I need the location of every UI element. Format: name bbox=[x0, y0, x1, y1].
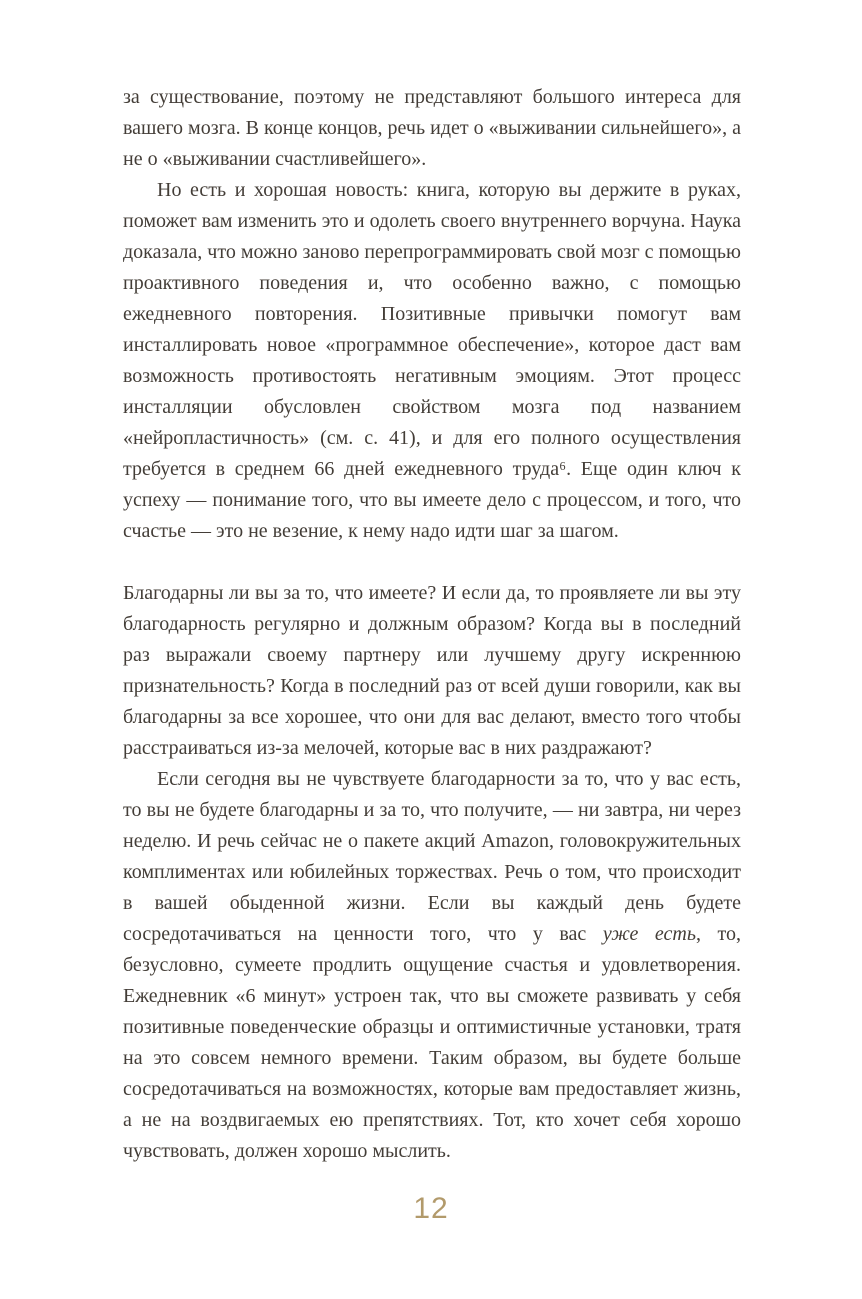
emphasized-text: уже есть bbox=[602, 923, 696, 945]
page-text bbox=[123, 82, 741, 1167]
paragraph: Благодарны ли вы за то, что имеете? И если да, то проявляете ли вы эту благодарность регулярно и должным образом? Когда вы в последний раз выражали своему партнеру или лучшему другу искреннюю признательность? Когда в последний раз от всей души говорили, как вы благодарны за все хорошее, что они для вас делают, вместо того чтобы расстраиваться из-за мелочей, которые вас в них раздражают? bbox=[123, 582, 741, 759]
paragraph-text: , то, безусловно, сумеете продлить ощущение счастья и удовлетворения. Ежедневник «6 минут» устроен так, что вы сможете развивать у себя позитивные поведенческие образцы и оптимистичные установки, тратя на это совсем немного времени. Таким образом, вы будете больше сосредотачиваться на возможностях, которые вам предоставляет жизнь, а не на воздвигаемых ею препятствиях. Тот, кто хочет себя хорошо чувствовать, должен хорошо мыслить. bbox=[123, 923, 741, 1162]
paragraph-continuation: за существование, поэтому не представляют большого интереса для вашего мозга. В конце концов, речь идет о «выживании сильнейшего», а не о «выживании счастливейшего». bbox=[123, 86, 741, 170]
page-number: 12 bbox=[413, 1192, 449, 1225]
paragraph: Но есть и хорошая новость: книга, которую вы держите в руках, поможет вам изменить это и одолеть своего внутреннего ворчуна. Наука доказала, что можно заново перепрограммировать свой мозг с помощью проактивного поведения и, что особенно важно, с помощью ежедневного повторения. Позитивные привычки помогут вам инсталлировать новое «программное обеспечение», которое даст вам возможность противостоять негативным эмоциям. Этот процесс инсталляции обусловлен свойством мозга под названием «нейропластичность» (см. с. 41), и для его полного осуществления требуется в среднем 66 дней ежедневного труда⁶. Еще один ключ к успеху — понимание того, что вы имеете дело с процессом, и того, что счастье — это не везение, к нему надо идти шаг за шагом. bbox=[123, 179, 741, 542]
section-break bbox=[123, 547, 741, 578]
paragraph-text: Если сегодня вы не чувствуете благодарности за то, что у вас есть, то вы не будете благодарны и за то, что получите, — ни завтра, ни через неделю. И речь сейчас не о пакете акций Amazon, головокружительных комплиментах или юбилейных торжествах. Речь о том, что происходит в вашей обыденной жизни. Если вы каждый день будете сосредотачиваться на ценности того, что у вас bbox=[123, 768, 741, 945]
paragraph bbox=[123, 764, 741, 1167]
